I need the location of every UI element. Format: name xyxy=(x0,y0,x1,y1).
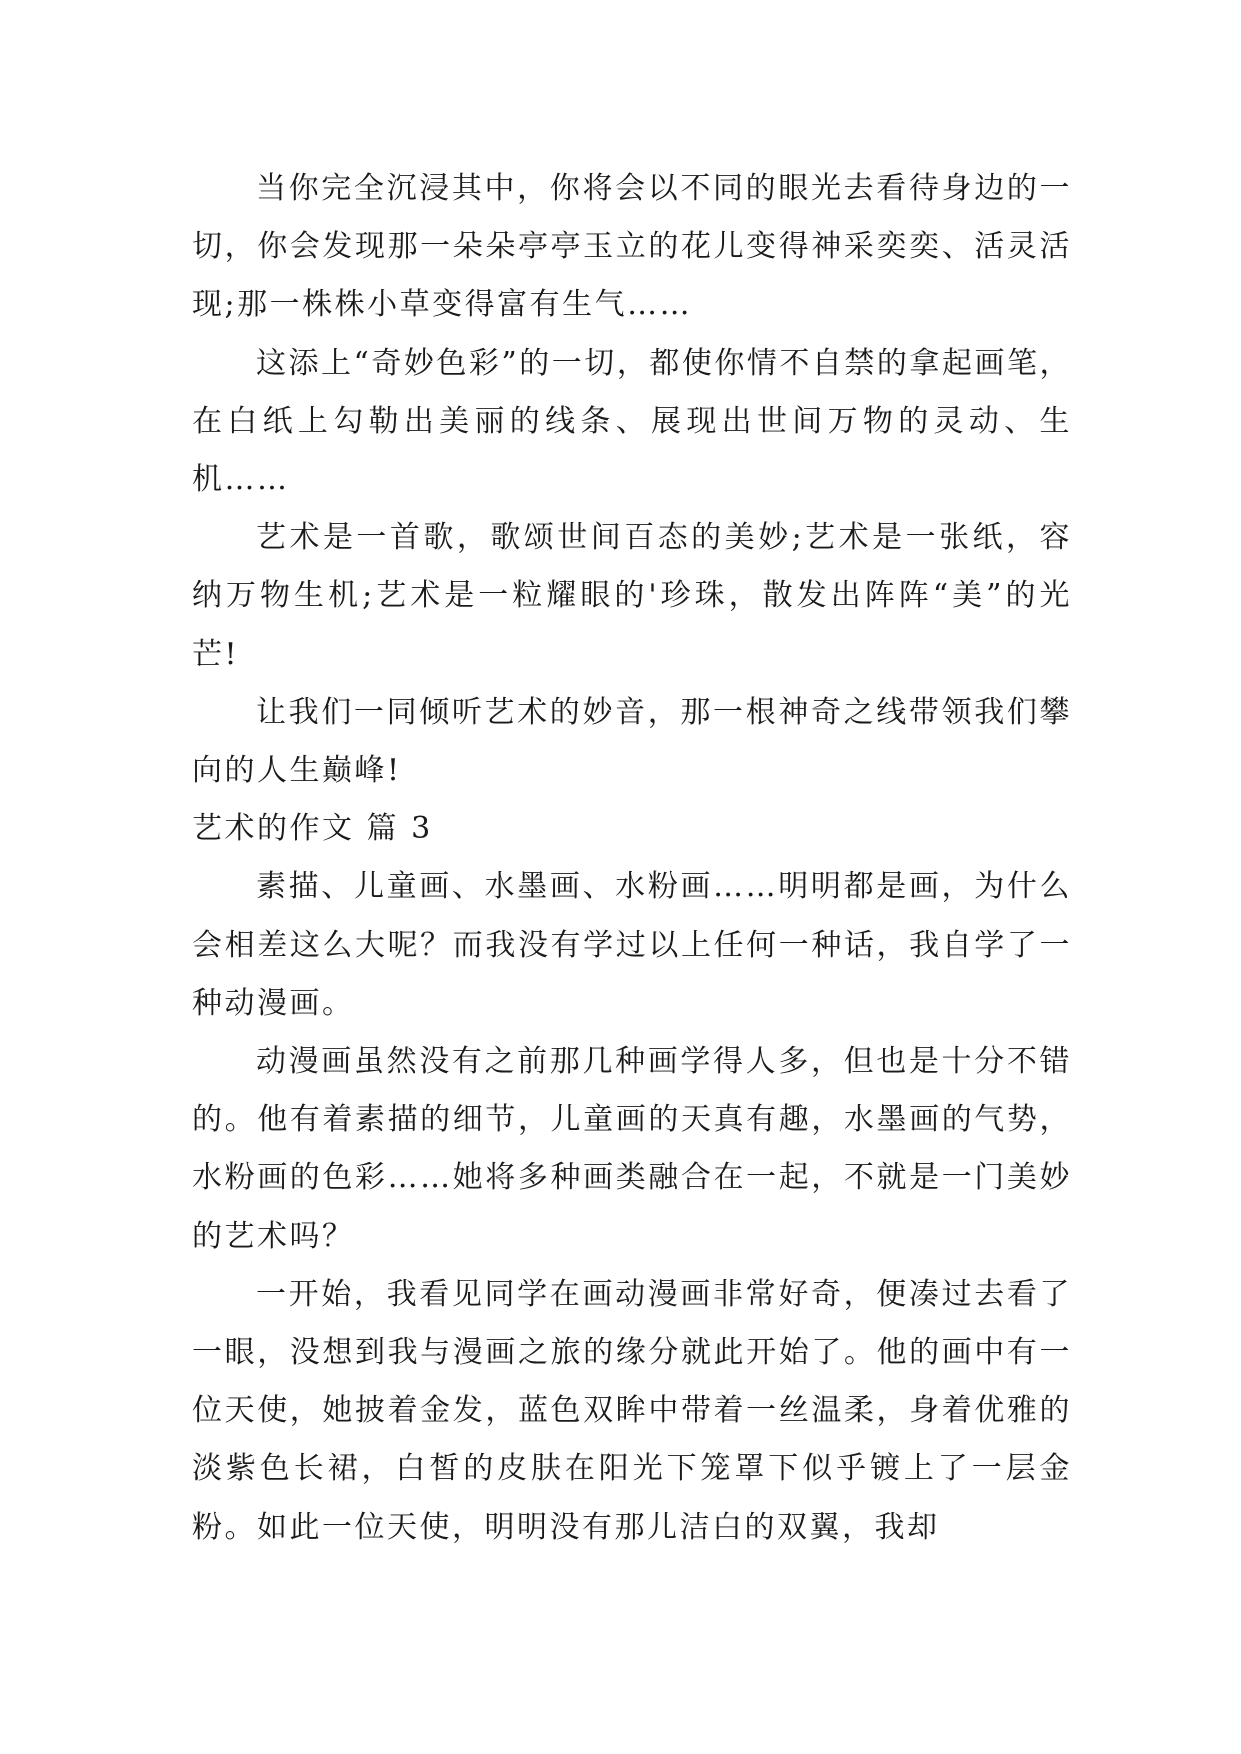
paragraph: 动漫画虽然没有之前那几种画学得人多，但也是十分不错的。他有着素描的细节，儿童画的天真有趣，水墨画的气势，水粉画的色彩……她将多种画类融合在一起，不就是一门美妙的艺术吗？ xyxy=(192,1044,1072,1254)
document-body xyxy=(192,160,1072,1557)
paragraph: 当你完全沉浸其中，你将会以不同的眼光去看待身边的一切，你会发现那一朵朵亭亭玉立的花儿变得神采奕奕、活灵活现;那一株株小草变得富有生气…… xyxy=(192,171,1072,323)
paragraph: 让我们一同倾听艺术的妙音，那一根神奇之线带领我们攀向的人生巅峰! xyxy=(192,694,1072,789)
section-heading: 艺术的作文 篇 3 xyxy=(192,811,433,847)
paragraph: 这添上“奇妙色彩”的一切，都使你情不自禁的拿起画笔，在白纸上勾勒出美丽的线条、展现出世间万物的灵动、生机…… xyxy=(192,345,1072,498)
paragraph: 素描、儿童画、水墨画、水粉画……明明都是画，为什么会相差这么大呢？而我没有学过以上任何一种话，我自学了一种动漫画。 xyxy=(192,869,1072,1021)
paragraph: 艺术是一首歌，歌颂世间百态的美妙;艺术是一张纸，容纳万物生机;艺术是一粒耀眼的'珍珠，散发出阵阵“美”的光芒! xyxy=(192,520,1072,672)
paragraph: 一开始，我看见同学在画动漫画非常好奇，便凑过去看了一眼，没想到我与漫画之旅的缘分就此开始了。他的画中有一位天使，她披着金发，蓝色双眸中带着一丝温柔，身着优雅的淡紫色长裙，白皙的皮肤在阳光下笼罩下似乎镀上了一层金粉。如此一位天使，明明没有那儿洁白的双翼，我却 xyxy=(192,1276,1072,1545)
